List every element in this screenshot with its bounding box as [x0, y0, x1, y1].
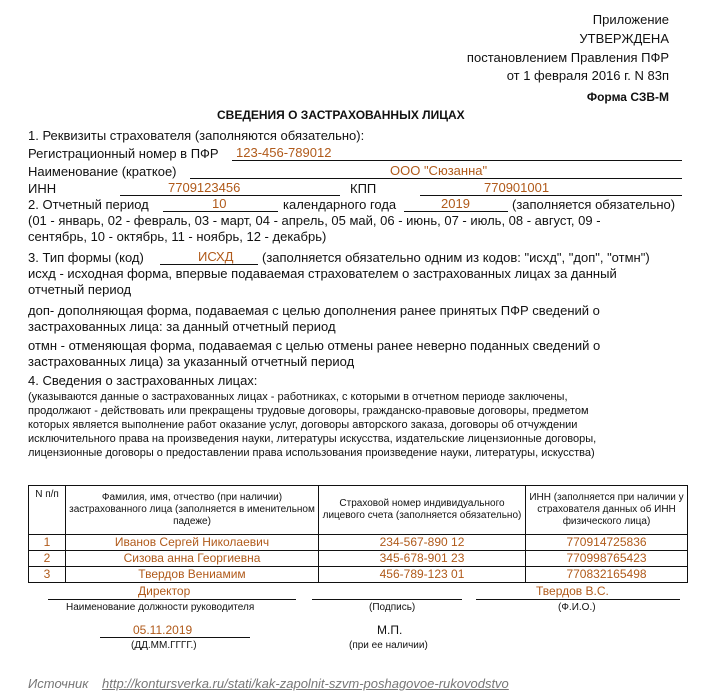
date-label: (ДД.ММ.ГГГГ.) [131, 640, 197, 651]
row-snils: 345-678-901 23 [319, 551, 526, 567]
period-codes-line2: сентябрь, 10 - октябрь, 11 - ноябрь, 12 - декабрь) [28, 229, 327, 244]
inn-label: ИНН [28, 181, 57, 196]
section4-desc-line: продолжают - действовать или прекращены трудовые договоры, гражданско-правовые договоры, предметом [28, 405, 589, 417]
period-label: 2. Отчетный период [28, 197, 149, 212]
form-type-label: 3. Тип формы (код) [28, 250, 144, 265]
position-value: Директор [138, 584, 191, 598]
row-snils: 456-789-123 01 [319, 567, 526, 583]
row-inn: 770832165498 [526, 567, 688, 583]
stamp-label: М.П. [377, 623, 403, 637]
otmn-line2: застрахованных лица) за указанный отчетный период [28, 354, 355, 369]
header-appendix: Приложение [592, 12, 669, 27]
row-fio: Иванов Сергей Николаевич [66, 535, 319, 551]
reg-number-label: Регистрационный номер в ПФР [28, 146, 219, 161]
form-name: Форма СЗВ-М [586, 90, 669, 104]
section4-heading: 4. Сведения о застрахованных лицах: [28, 373, 258, 388]
section4-desc-line: (указываются данные о застрахованных лицах - работниках, с которыми в отчетном периоде заключены, [28, 391, 568, 403]
fio-underline [476, 599, 680, 600]
dop-line1: доп- дополняющая форма, подаваемая с целью дополнения ранее принятых ПФР сведений о [28, 303, 600, 318]
position-label: Наименование должности руководителя [66, 602, 255, 613]
org-name-underline [190, 178, 682, 179]
table-row [29, 551, 688, 567]
table-row [29, 567, 688, 583]
stamp-note: (при ее наличии) [349, 640, 428, 651]
page-title: СВЕДЕНИЯ О ЗАСТРАХОВАННЫХ ЛИЦАХ [217, 108, 465, 122]
header-resolution: постановлением Правления ПФР [466, 50, 669, 65]
row-inn: 770998765423 [526, 551, 688, 567]
form-type-underline [160, 264, 258, 265]
row-inn: 770914725836 [526, 535, 688, 551]
period-note: (заполняется обязательно) [512, 197, 676, 212]
kpp-label: КПП [350, 181, 377, 196]
period-value: 10 [212, 196, 227, 211]
otmn-line1: отмн - отменяющая форма, подаваемая с целью отмены ранее неверно поданных сведений о [28, 338, 601, 353]
ishd-line1: исхд - исходная форма, впервые подаваемая страхователем о застрахованных лицах за данный [28, 266, 617, 281]
row-number: 3 [29, 567, 66, 583]
section4-desc-line: лицензионные договоры о предоставлении права использования произведение науки, литературы, искусства) [28, 447, 595, 459]
row-fio: Твердов Вениамим [66, 567, 319, 583]
col-header-snils: Страховой номер индивидуального лицевого счета (заполняется обязательно) [319, 486, 526, 535]
signature-label: (Подпись) [369, 602, 416, 613]
dop-line2: застрахованных лица: за данный отчетный период [28, 319, 336, 334]
form-type-note: (заполняется обязательно одним из кодов: "исхд", "доп", "отмн") [262, 250, 650, 265]
date-value: 05.11.2019 [133, 623, 193, 637]
row-number: 2 [29, 551, 66, 567]
row-number: 1 [29, 535, 66, 551]
signature-underline [312, 599, 462, 600]
inn-value: 7709123456 [168, 180, 241, 195]
section4-desc-line: исключительного права на произведения науки, литературы искусства, издательские лицензионные договоры, [28, 433, 597, 445]
period-underline [163, 211, 278, 212]
row-snils: 234-567-890 12 [319, 535, 526, 551]
fio-value: Твердов В.С. [536, 584, 609, 598]
year-underline [404, 211, 508, 212]
position-underline [48, 599, 296, 600]
year-label: календарного года [283, 197, 397, 212]
period-codes-line1: (01 - январь, 02 - февраль, 03 - март, 04 - апрель, 05 май, 06 - июнь, 07 - июль, 08 - август, 09 - [28, 213, 601, 228]
section1-heading: 1. Реквизиты страхователя (заполняются обязательно): [28, 128, 365, 143]
row-fio: Сизова анна Георгиевна [66, 551, 319, 567]
col-header-fio: Фамилия, имя, отчество (при наличии) застрахованного лица (заполняется в именительном падеже) [66, 486, 319, 535]
ishd-line2: отчетный период [28, 282, 132, 297]
insured-persons-table [28, 485, 688, 583]
form-type-value: ИСХД [198, 249, 234, 264]
reg-number-underline [232, 160, 682, 161]
org-name-label: Наименование (краткое) [28, 164, 177, 179]
header-date: от 1 февраля 2016 г. N 83п [506, 68, 669, 83]
table-row [29, 535, 688, 551]
source-label: Источник [28, 676, 89, 691]
reg-number-value: 123-456-789012 [236, 145, 332, 160]
fio-label: (Ф.И.О.) [558, 602, 596, 613]
header-approved: УТВЕРЖДЕНА [579, 31, 669, 46]
date-underline [100, 637, 250, 638]
source-link[interactable]: http://kontursverka.ru/stati/kak-zapolnit-szvm-poshagovoe-rukovodstvo [102, 676, 509, 691]
inn-underline [120, 195, 340, 196]
org-name-value: ООО "Сюзанна" [390, 163, 488, 178]
kpp-value: 770901001 [484, 180, 550, 195]
section4-desc-line: которых является выполнение работ оказание услуг, договоры авторского заказа, договоры об отчуждении [28, 419, 578, 431]
table-header-row [29, 486, 688, 535]
col-header-inn: ИНН (заполняется при наличии у страхователя данных об ИНН физического лица) [526, 486, 688, 535]
year-value: 2019 [441, 196, 470, 211]
col-header-number: N п/п [29, 486, 66, 535]
